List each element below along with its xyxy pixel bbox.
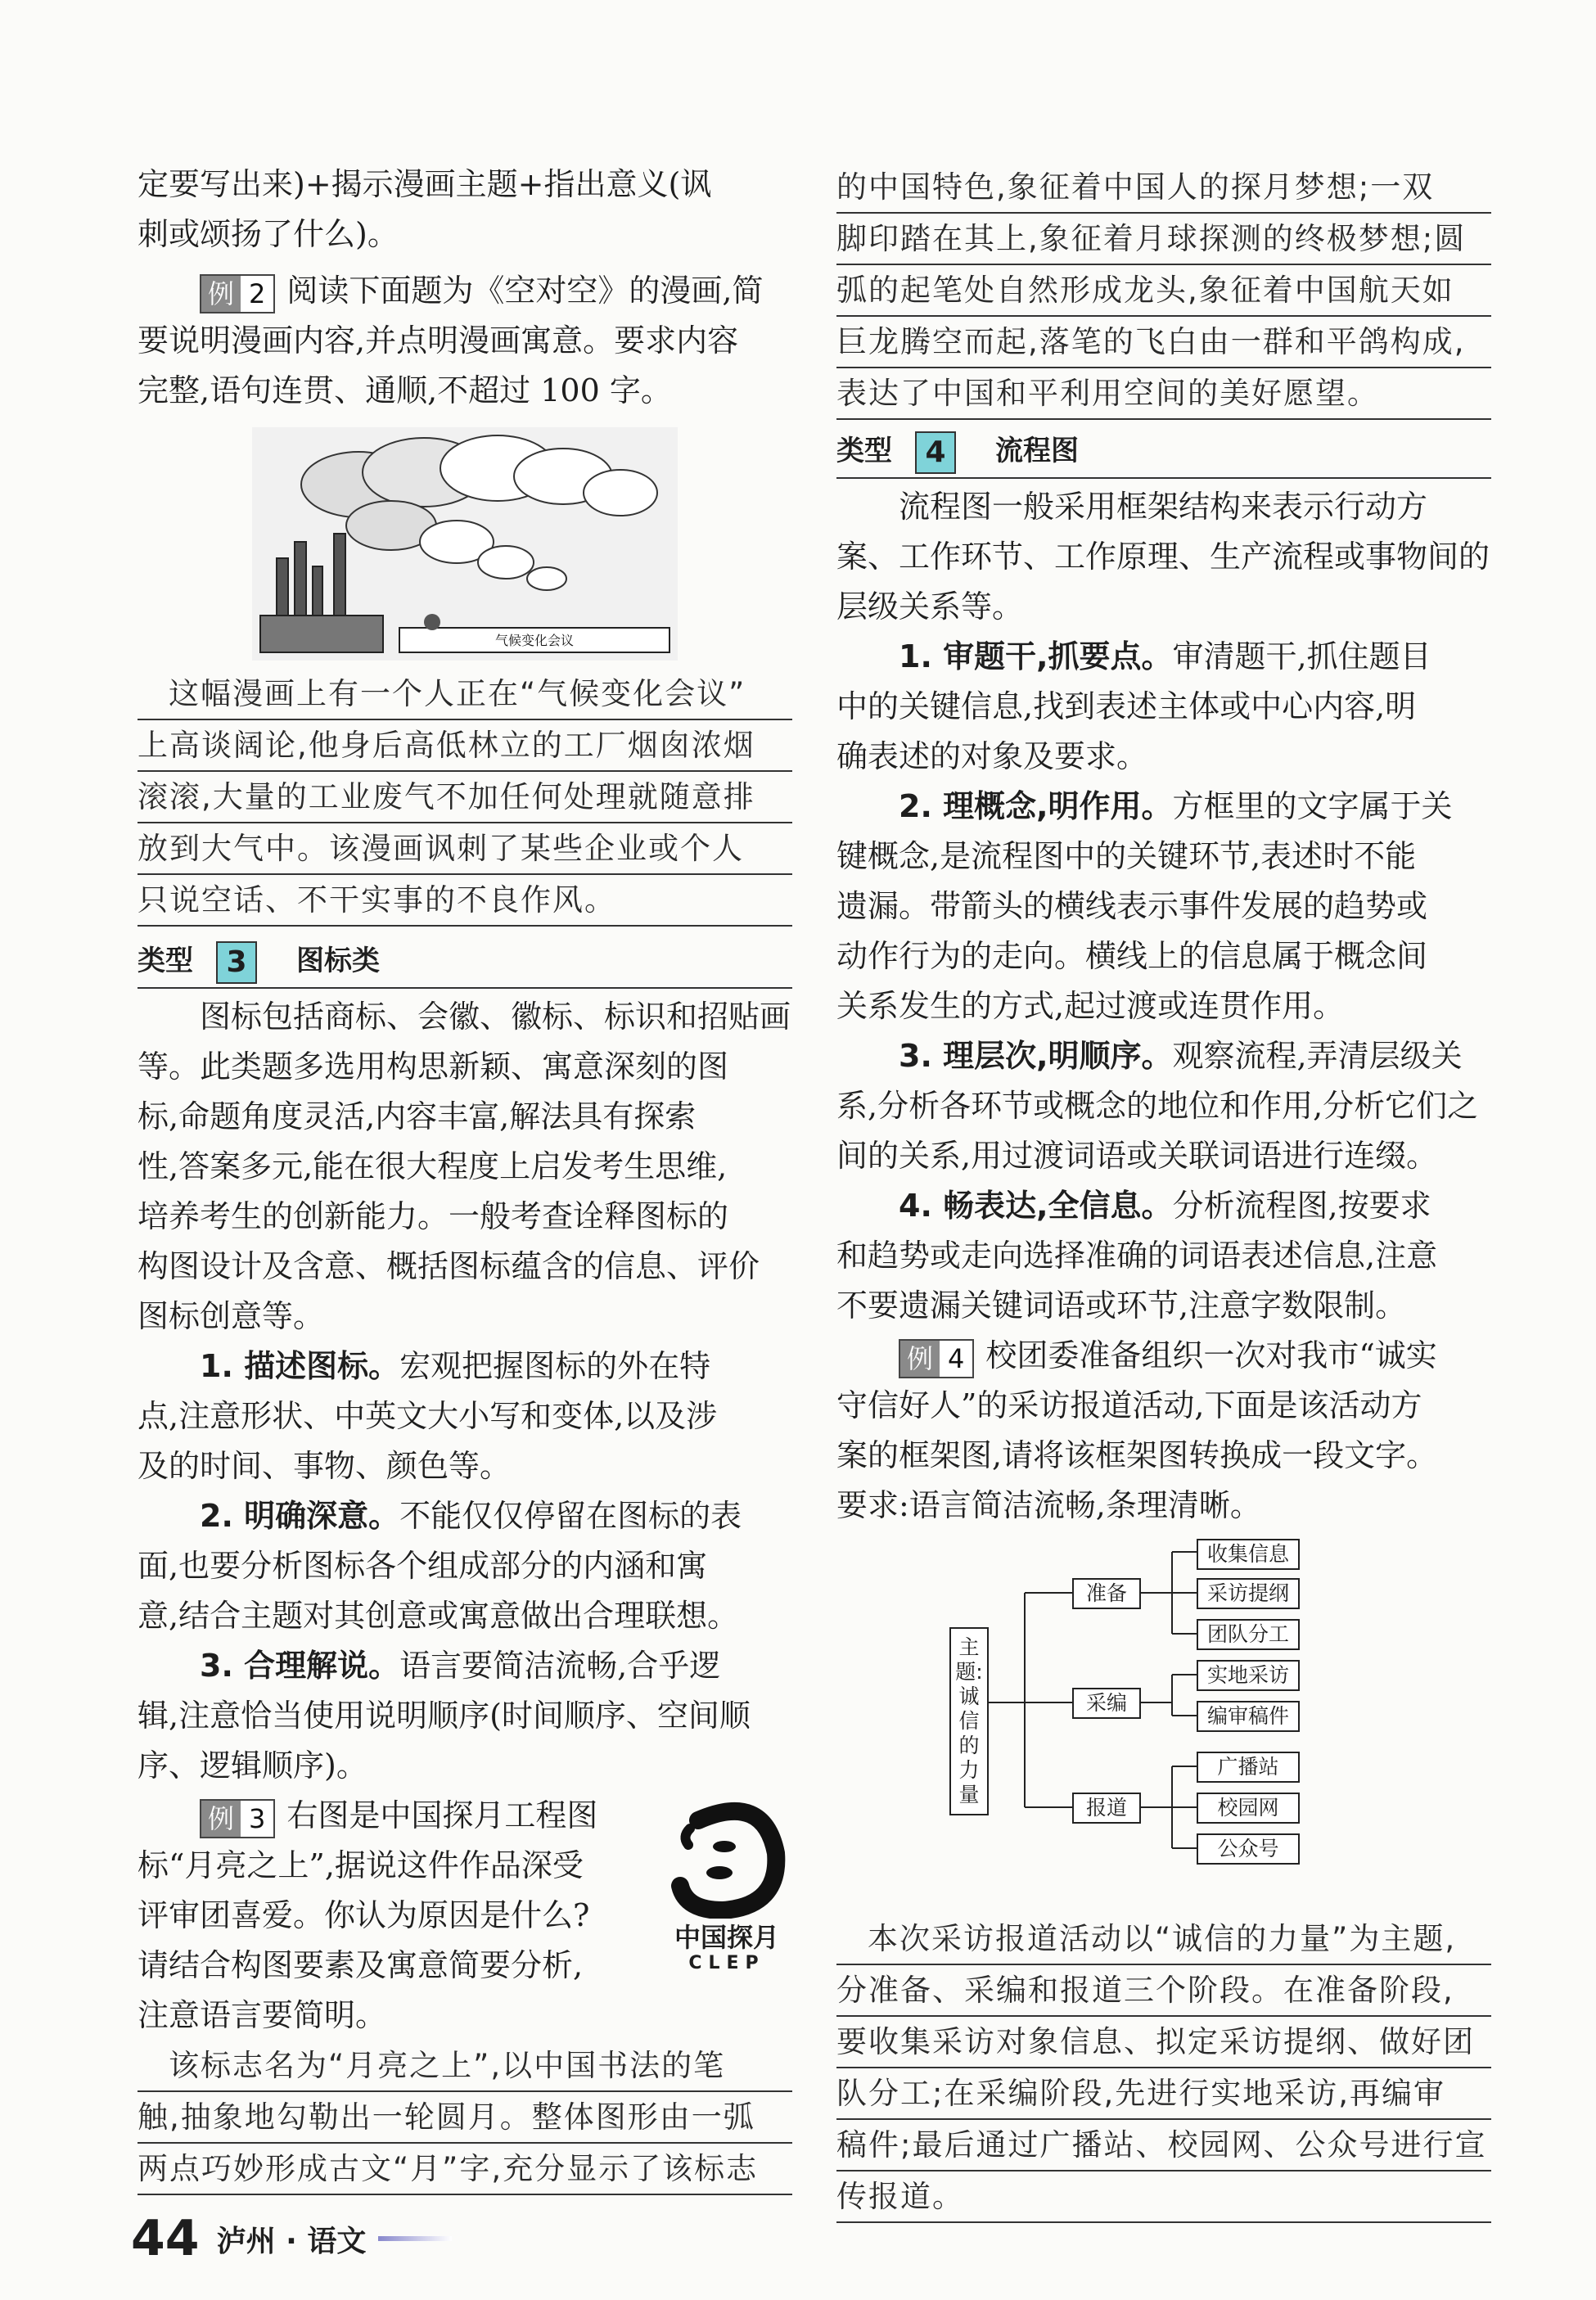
text-line: 不能仅仅停留在图标的表 <box>399 1498 742 1534</box>
left-column <box>138 160 792 2195</box>
point-heading: 2. 理概念,明作用。 <box>899 788 1173 824</box>
example-4-answer <box>836 1914 1491 2223</box>
text-line: 辑,注意恰当使用说明顺序(时间顺序、空间顺 <box>138 1698 751 1734</box>
point-heading: 4. 畅表达,全信息。 <box>899 1188 1173 1224</box>
example-number: 3 <box>241 1801 273 1837</box>
text-line: 分析流程图,按要求 <box>1172 1188 1431 1224</box>
flow-item: 编审稿件 <box>1197 1701 1300 1732</box>
text-line: 定要写出来)+揭示漫画主题+指出意义(讽 <box>138 166 712 202</box>
text-line: 图标包括商标、会徽、徽标、标识和招贴画 <box>200 999 791 1035</box>
page-number: 44 <box>131 2210 200 2267</box>
flow-item: 广播站 <box>1197 1752 1300 1783</box>
intro-paragraph <box>138 160 792 259</box>
type-3-heading <box>138 935 792 989</box>
text-line: 动作行为的走向。横线上的信息属于概念间 <box>836 938 1428 974</box>
flow-stage-edit: 采编 <box>1072 1688 1141 1719</box>
flow-item: 公众号 <box>1197 1833 1300 1865</box>
text-line: 序、逻辑顺序)。 <box>138 1748 367 1784</box>
text-line: 校团委准备组织一次对我市“诚实 <box>985 1337 1437 1373</box>
text-line: 观察流程,弄清层级关 <box>1172 1038 1463 1074</box>
text-line: 构图设计及含意、概括图标蕴含的信息、评价 <box>138 1248 760 1284</box>
text-line: 意,结合主题对其创意或寓意做出合理联想。 <box>138 1598 739 1634</box>
answer-line: 该标志名为“月亮之上”,以中国书法的笔 <box>138 2041 792 2092</box>
moon-logo-icon <box>665 1796 788 1919</box>
text-line: 遗漏。带箭头的横线表示事件发展的趋势或 <box>836 888 1428 924</box>
text-line: 不要遗漏关键词语或环节,注意字数限制。 <box>836 1288 1407 1324</box>
text-line: 要说明漫画内容,并点明漫画寓意。要求内容 <box>138 322 739 359</box>
answer-line: 弧的起笔处自然形成龙头,象征着中国航天如 <box>836 265 1491 317</box>
text-line: 系,分析各环节或概念的地位和作用,分析它们之 <box>836 1088 1479 1124</box>
text-line: 和趋势或走向选择准确的词语表述信息,注意 <box>836 1238 1438 1274</box>
type-label: 类型 <box>836 435 892 467</box>
example-badge <box>200 274 275 313</box>
text-line: 请结合构图要素及寓意简要分析, <box>138 1947 584 1983</box>
type-label: 类型 <box>138 945 193 977</box>
type-3-intro <box>138 992 792 1791</box>
answer-line: 队分工;在采编阶段,先进行实地采访,再编审 <box>836 2068 1491 2120</box>
text-line: 培养考生的创新能力。一般考查诠释图标的 <box>138 1198 729 1234</box>
point-heading: 1. 审题干,抓要点。 <box>899 638 1173 674</box>
text-line: 宏观把握图标的外在特 <box>399 1348 711 1384</box>
text-line: 注意语言要简明。 <box>138 1997 387 2033</box>
text-line: 要求:语言简洁流畅,条理清晰。 <box>836 1487 1261 1523</box>
example-4 <box>836 1331 1491 1531</box>
text-line: 流程图一般采用框架结构来表示行动方 <box>899 489 1428 525</box>
example-2-answer <box>138 669 792 927</box>
text-line: 键概念,是流程图中的关键环节,表述时不能 <box>836 838 1417 874</box>
example-number: 2 <box>241 276 273 312</box>
page-footer <box>131 2210 452 2267</box>
type-title: 流程图 <box>995 435 1079 467</box>
logo-chinese-text: 中国探月 <box>674 1922 779 1953</box>
type-number: 4 <box>915 431 956 474</box>
type-title: 图标类 <box>296 945 380 977</box>
text-line: 右图是中国探月工程图 <box>286 1797 598 1833</box>
text-line: 层级关系等。 <box>836 589 1024 625</box>
answer-line: 触,抽象地勾勒出一轮圆月。整体图形由一弧 <box>138 2092 792 2144</box>
text-line: 图标创意等。 <box>138 1298 325 1334</box>
example-badge <box>899 1339 974 1378</box>
answer-line: 放到大气中。该漫画讽刺了某些企业或个人 <box>138 823 792 875</box>
type-4-body <box>836 482 1491 1331</box>
point-heading: 3. 理层次,明顺序。 <box>899 1038 1173 1074</box>
flowchart-connectors <box>853 1539 1475 1907</box>
answer-line: 滚滚,大量的工业废气不加任何处理就随意排 <box>138 772 792 823</box>
text-line: 守信好人”的采访报道活动,下面是该活动方 <box>836 1387 1422 1423</box>
text-line: 案的框架图,请将该框架图转换成一段文字。 <box>836 1437 1438 1473</box>
answer-line: 的中国特色,象征着中国人的探月梦想;一双 <box>836 162 1491 214</box>
cartoon-image <box>252 427 678 661</box>
answer-line: 分准备、采编和报道三个阶段。在准备阶段, <box>836 1965 1491 2017</box>
text-line: 审清题干,抓住题目 <box>1172 638 1431 674</box>
example-2 <box>138 266 792 416</box>
book-title: 泸州 · 语文 <box>216 2224 367 2258</box>
cartoon-sign-text: 气候变化会议 <box>494 633 575 648</box>
answer-line: 巨龙腾空而起,落笔的飞白由一群和平鸽构成, <box>836 317 1491 368</box>
answer-line: 两点巧妙形成古文“月”字,充分显示了该标志 <box>138 2144 792 2195</box>
answer-line: 这幅漫画上有一个人正在“气候变化会议” <box>138 669 792 720</box>
flow-item: 收集信息 <box>1197 1539 1300 1570</box>
text-line: 案、工作环节、工作原理、生产流程或事物间的 <box>836 539 1490 575</box>
point-heading: 3. 合理解说。 <box>200 1648 400 1684</box>
example-label: 例 <box>900 1341 940 1377</box>
text-line: 评审团喜爱。你认为原因是什么? <box>138 1897 590 1933</box>
example-3 <box>138 1791 792 2041</box>
type-number: 3 <box>216 941 257 984</box>
clep-logo <box>661 1796 792 1974</box>
answer-line: 本次采访报道活动以“诚信的力量”为主题, <box>836 1914 1491 1965</box>
text-line: 点,注意形状、中英文大小写和变体,以及涉 <box>138 1398 718 1434</box>
text-line: 语言要简洁流畅,合乎逻 <box>399 1648 721 1684</box>
example-label: 例 <box>201 1801 241 1837</box>
footer-decoration <box>378 2236 452 2241</box>
answer-line: 上高谈阔论,他身后高低林立的工厂烟囱浓烟 <box>138 720 792 772</box>
right-column <box>836 165 1491 2223</box>
text-line: 中的关键信息,找到表述主体或中心内容,明 <box>836 688 1417 724</box>
example-3-answer <box>138 2041 792 2195</box>
flow-item: 校园网 <box>1197 1793 1300 1824</box>
flow-item: 采访提纲 <box>1197 1578 1300 1609</box>
logo-english-text: CLEP <box>688 1953 765 1973</box>
example-badge <box>200 1799 275 1838</box>
text-line: 方框里的文字属于关 <box>1172 788 1453 824</box>
text-line: 阅读下面题为《空对空》的漫画,简 <box>286 273 764 309</box>
text-line: 标,命题角度灵活,内容丰富,解法具有探索 <box>138 1098 697 1134</box>
example-label: 例 <box>201 276 241 312</box>
point-heading: 1. 描述图标。 <box>200 1348 400 1384</box>
example-3-answer-continued <box>836 162 1491 420</box>
text-line: 性,答案多元,能在很大程度上启发考生思维, <box>138 1148 728 1184</box>
flowchart <box>853 1539 1475 1907</box>
answer-line: 要收集采访对象信息、拟定采访提纲、做好团 <box>836 2017 1491 2068</box>
answer-line: 稿件;最后通过广播站、校园网、公众号进行宣 <box>836 2120 1491 2171</box>
flow-stage-prepare: 准备 <box>1072 1578 1141 1609</box>
point-heading: 2. 明确深意。 <box>200 1498 400 1534</box>
flow-root: 主题:诚信的力量 <box>949 1627 989 1815</box>
flow-item: 团队分工 <box>1197 1619 1300 1650</box>
flow-stage-report: 报道 <box>1072 1793 1141 1824</box>
text-line: 刺或颂扬了什么)。 <box>138 216 399 252</box>
flow-item: 实地采访 <box>1197 1660 1300 1691</box>
type-4-heading <box>836 425 1491 479</box>
text-line: 关系发生的方式,起过渡或连贯作用。 <box>836 988 1345 1024</box>
text-line: 面,也要分析图标各个组成部分的内涵和寓 <box>138 1548 708 1584</box>
text-line: 及的时间、事物、颜色等。 <box>138 1448 512 1484</box>
answer-line: 表达了中国和平利用空间的美好愿望。 <box>836 368 1491 420</box>
answer-line: 只说空话、不干实事的不良作风。 <box>138 875 792 927</box>
example-number: 4 <box>940 1341 972 1377</box>
text-line: 确表述的对象及要求。 <box>836 738 1148 774</box>
answer-line: 传报道。 <box>836 2171 1491 2223</box>
answer-line: 脚印踏在其上,象征着月球探测的终极梦想;圆 <box>836 214 1491 265</box>
text-line: 完整,语句连贯、通顺,不超过 100 字。 <box>138 372 672 408</box>
text-line: 标“月亮之上”,据说这件作品深受 <box>138 1847 584 1883</box>
text-line: 间的关系,用过渡词语或关联词语进行连缀。 <box>836 1138 1438 1174</box>
text-line: 等。此类题多选用构思新颖、寓意深刻的图 <box>138 1049 729 1085</box>
